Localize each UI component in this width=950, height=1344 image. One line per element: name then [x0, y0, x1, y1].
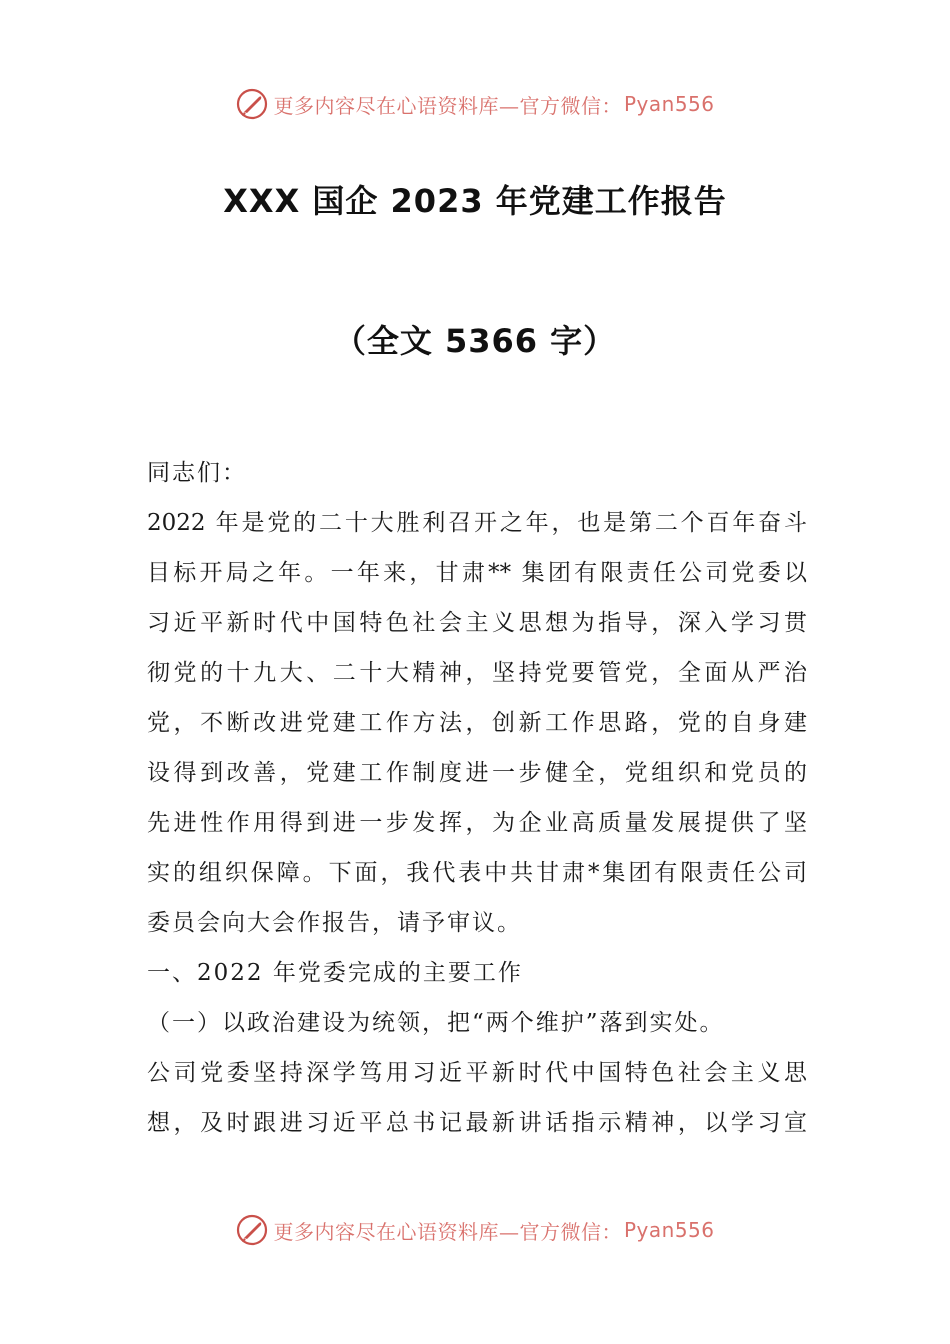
- watermark-handle: Pyan556: [623, 1218, 715, 1242]
- document-title: XXX 国企 2023 年党建工作报告: [223, 182, 727, 220]
- section-heading: 一、2022 年党委完成的主要工作: [147, 960, 523, 986]
- body-line: 实的组织保障。下面，我代表中共甘肃*集团有限责任公司: [147, 860, 807, 886]
- subsection-heading: （一）以政治建设为统领，把“两个维护”落到实处。: [147, 1010, 725, 1036]
- watermark-handle: Pyan556: [623, 92, 715, 116]
- document-subtitle: （全文 5366 字）: [333, 322, 617, 360]
- body-line: 目标开局之年。一年来，甘肃** 集团有限责任公司党委以: [147, 560, 807, 586]
- body-line: 公司党委坚持深学笃用习近平新时代中国特色社会主义思: [147, 1060, 807, 1086]
- quill-logo-icon: [235, 1213, 269, 1247]
- body-line: 彻党的十九大、二十大精神，坚持党要管党，全面从严治: [147, 660, 807, 686]
- quill-logo-icon: [235, 87, 269, 121]
- body-line: 习近平新时代中国特色社会主义思想为指导，深入学习贯: [147, 610, 807, 636]
- body-line: 设得到改善，党建工作制度进一步健全，党组织和党员的: [147, 760, 807, 786]
- body-line: 2022 年是党的二十大胜利召开之年，也是第二个百年奋斗: [147, 510, 807, 536]
- watermark-header: [0, 84, 950, 124]
- watermark-text: 更多内容尽在心语资料库—官方微信：: [273, 93, 622, 118]
- body-line: 先进性作用得到进一步发挥，为企业高质量发展提供了坚: [147, 810, 807, 836]
- body-line: 党，不断改进党建工作方法，创新工作思路，党的自身建: [147, 710, 807, 736]
- watermark-text: 更多内容尽在心语资料库—官方微信：: [273, 1219, 622, 1244]
- salutation-line: 同志们：: [147, 460, 247, 486]
- body-line: 想，及时跟进习近平总书记最新讲话指示精神，以学习宣: [147, 1110, 807, 1136]
- watermark-footer: [0, 1210, 950, 1250]
- document-body: [147, 448, 807, 1148]
- body-line: 委员会向大会作报告，请予审议。: [147, 910, 522, 936]
